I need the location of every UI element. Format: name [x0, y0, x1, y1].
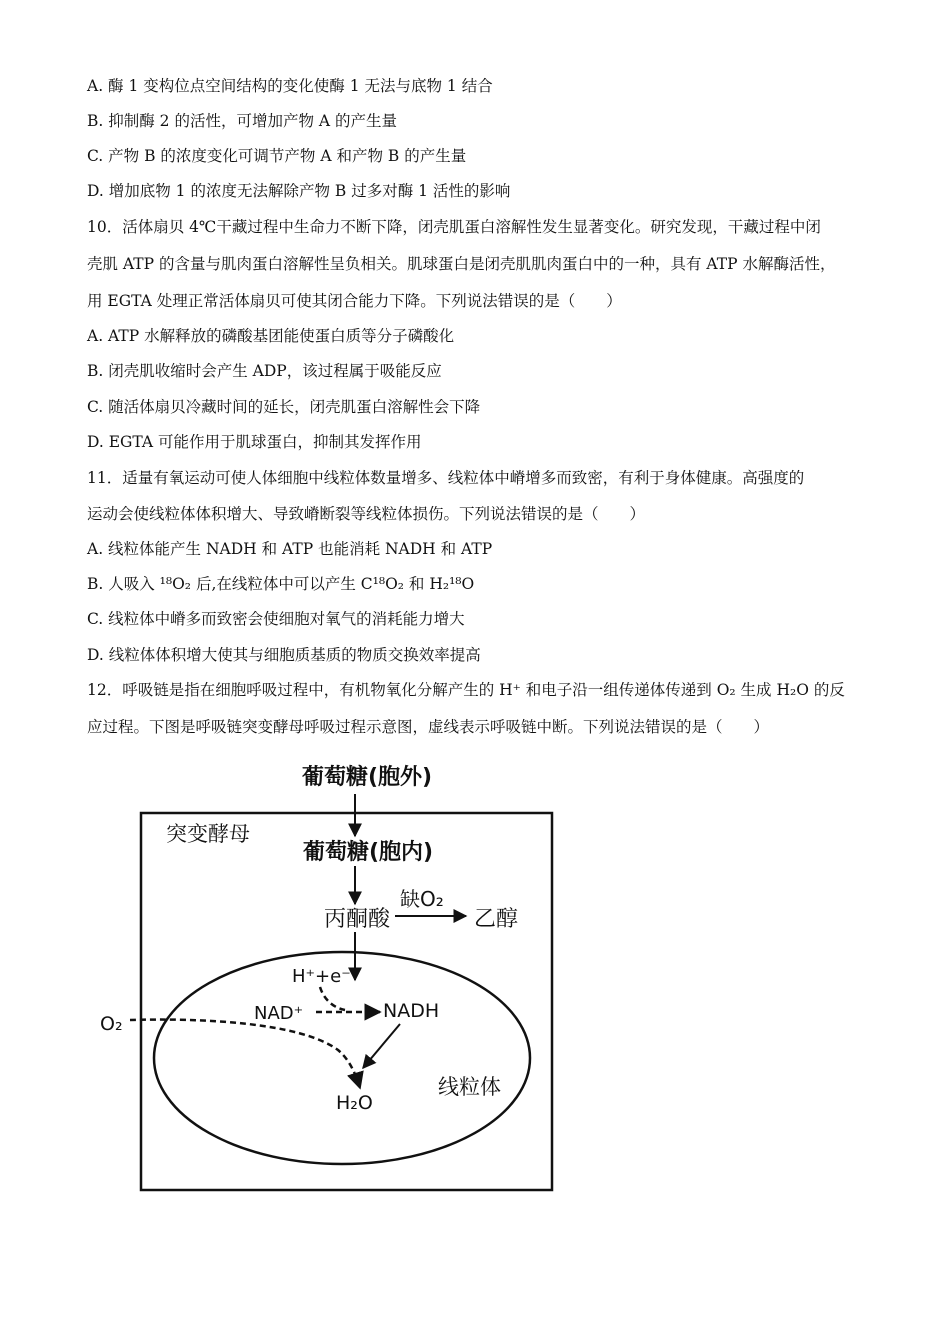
dashed-path-proton	[320, 987, 345, 1010]
q10-stem-line-1: 10．活体扇贝 4℃干藏过程中生命力不断下降，闭壳肌蛋白溶解性发生显著变化。研究发现，干藏过程中闭	[87, 218, 821, 236]
q11-option-c: C. 线粒体中嵴多而致密会使细胞对氧气的消耗能力增大	[87, 610, 465, 628]
q10-option-b: B. 闭壳肌收缩时会产生 ADP，该过程属于吸能反应	[87, 362, 442, 380]
q12-stem-line-1: 12．呼吸链是指在细胞呼吸过程中，有机物氧化分解产生的 H⁺ 和电子沿一组传递体传递到 O₂ 生成 H₂O 的反	[87, 681, 845, 699]
q9-option-d: D. 增加底物 1 的浓度无法解除产物 B 过多对酶 1 活性的影响	[87, 182, 511, 200]
q9-option-b: B. 抑制酶 2 的活性，可增加产物 A 的产生量	[87, 112, 398, 130]
arrow-nadh-to-water	[363, 1024, 400, 1068]
q11-stem-line-1: 11．适量有氧运动可使人体细胞中线粒体数量增多、线粒体中嵴增多而致密，有利于身体健康。高强度的	[87, 469, 805, 487]
nad-plus-label: NAD⁺	[254, 1003, 304, 1024]
oxygen-label: O₂	[100, 1013, 123, 1035]
q9-option-a: A. 酶 1 变构位点空间结构的变化使酶 1 无法与底物 1 结合	[87, 77, 493, 95]
q10-option-c: C. 随活体扇贝冷藏时间的延长，闭壳肌蛋白溶解性会下降	[87, 398, 481, 416]
dashed-arrow-oxygen-to-water	[130, 1020, 360, 1088]
glucose-extracellular-label: 葡萄糖(胞外)	[301, 765, 433, 790]
q11-option-d: D. 线粒体体积增大使其与细胞质基质的物质交换效率提高	[87, 646, 481, 664]
water-label: H₂O	[336, 1092, 373, 1114]
q9-option-c: C. 产物 B 的浓度变化可调节产物 A 和产物 B 的产生量	[87, 147, 467, 165]
ethanol-label: 乙醇	[474, 907, 519, 932]
q12-stem-line-2: 应过程。下图是呼吸链突变酵母呼吸过程示意图，虚线表示呼吸链中断。下列说法错误的是（ ）	[87, 718, 770, 736]
q10-option-d: D. EGTA 可能作用于肌球蛋白，抑制其发挥作用	[87, 433, 422, 451]
q11-option-a: A. 线粒体能产生 NADH 和 ATP 也能消耗 NADH 和 ATP	[87, 540, 493, 558]
nadh-label: NADH	[383, 1000, 440, 1022]
q10-option-a: A. ATP 水解释放的磷酸基团能使蛋白质等分子磷酸化	[87, 327, 455, 345]
q11-stem-line-2: 运动会使线粒体体积增大、导致嵴断裂等线粒体损伤。下列说法错误的是（ ）	[87, 505, 646, 523]
mitochondria-label: 线粒体	[438, 1075, 501, 1099]
pyruvate-label: 丙酮酸	[323, 907, 391, 932]
q10-stem-line-3: 用 EGTA 处理正常活体扇贝可使其闭合能力下降。下列说法错误的是（ ）	[87, 292, 622, 310]
lack-oxygen-label: 缺O₂	[400, 887, 444, 911]
q10-stem-line-2: 壳肌 ATP 的含量与肌肉蛋白溶解性呈负相关。肌球蛋白是闭壳肌肌肉蛋白中的一种，具有 ATP 水解酶活性，	[87, 255, 836, 273]
glucose-intracellular-label: 葡萄糖(胞内)	[302, 840, 434, 865]
q11-option-b: B. 人吸入 ¹⁸O₂ 后,在线粒体中可以产生 C¹⁸O₂ 和 H₂¹⁸O	[87, 575, 475, 593]
mutant-yeast-label: 突变酵母	[166, 822, 250, 846]
proton-electron-label: H⁺+e⁻	[292, 966, 351, 987]
yeast-cell-box	[141, 813, 552, 1190]
